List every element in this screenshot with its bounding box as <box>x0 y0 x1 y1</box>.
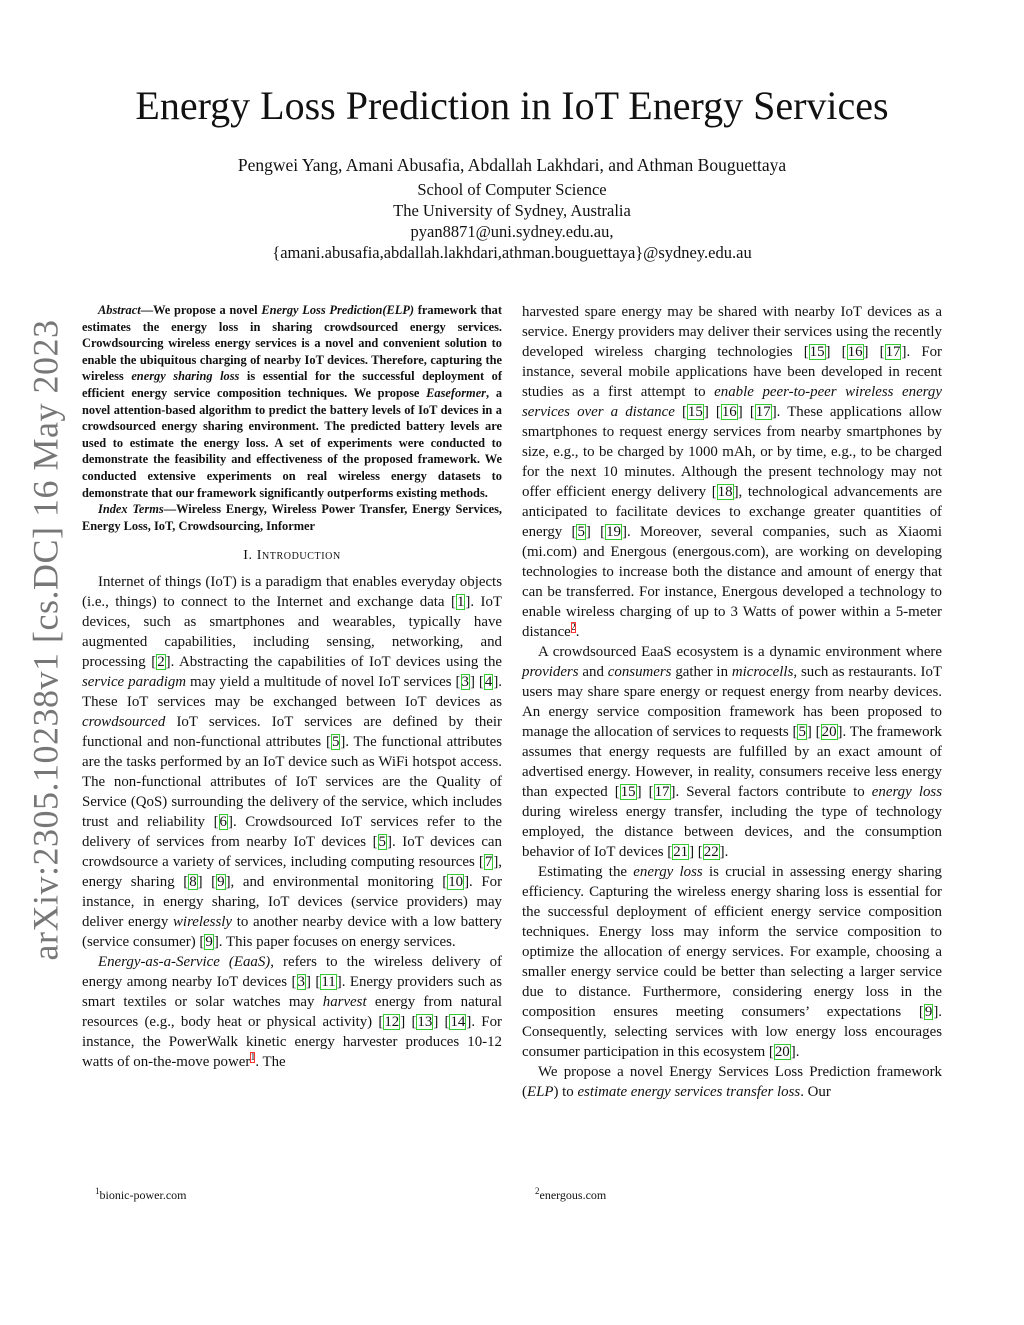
intro-paragraph-1: Internet of things (IoT) is a paradigm that enables everyday objects (i.e., things) to connect to the Internet and exchange data [1]. IoT devices, such as smartphones and wearables, typically have augmented capabilities, including sensing, networking, and processing [2]. Abstracting the capabilities of IoT devices using the service paradigm may yield a multitude of novel IoT services [3] [4]. These IoT services may be exchanged between IoT devices as crowdsourced IoT services. IoT services are defined by their functional and non-functional attributes [5]. The functional attributes are the tasks performed by an IoT device such as WiFi hotspot access. The non-functional attributes of IoT services are the Quality of Service (QoS) surrounding the delivery of the service, which includes trust and reliability [6]. Crowdsourced IoT services refer to the delivery of services from nearby IoT devices [5]. IoT devices can crowdsource a variety of services, including computing resources [7], energy sharing [8] [9], and environmental monitoring [10]. For instance, in energy sharing, IoT devices (service providers) may deliver energy wirelessly to another nearby device with a low battery (service consumer) [9]. This paper focuses on energy services. <box>82 574 503 951</box>
intro-paragraph-4: Estimating the energy loss is crucial in assessing energy sharing efficiency. Capturing the wireless energy sharing loss is essential for the successful deployment of efficient energy service composition techniques. Energy loss may inform the service composition to optimize the allocation of energy services. For example, choosing a smaller energy service could be better than selecting a larger service due to distance. Furthermore, considering energy loss in the composition ensures meeting consumers’ expectations [9]. Consequently, selecting services with low energy loss encourages consumer participation in this ecosystem [20]. <box>522 864 942 1060</box>
citation-link[interactable]: 4 <box>484 674 493 691</box>
citation-link[interactable]: 5 <box>378 834 386 851</box>
citation-link[interactable]: 2 <box>157 654 165 671</box>
author-email-1: pyan8871@uni.sydney.edu.au, <box>410 222 614 241</box>
citation-link[interactable]: 3 <box>297 974 305 991</box>
citation-link[interactable]: 20 <box>774 1044 790 1060</box>
citation-link[interactable]: 16 <box>847 344 863 360</box>
intro-paragraph-2: Energy-as-a-Service (EaaS), refers to the wireless delivery of energy among nearby IoT devices [3] [11]. Energy providers such as smart textiles or solar watches may harvest energy from natural resources (e.g., body heat or physical activity) [12] [13] [14]. For instance, the PowerWalk kinetic energy harvester produces 10-12 watts of on-the-move power$^1$. The <box>82 954 503 1071</box>
citation-link[interactable]: 17 <box>654 784 670 800</box>
citation-link[interactable]: 13 <box>417 1014 433 1031</box>
citation-link[interactable]: 15 <box>620 784 636 800</box>
section-heading: I. Introduction <box>243 548 341 564</box>
index-terms: Index Terms—Wireless Energy, Wireless Power Transfer, Energy Services, Energy Loss, IoT, Crowdsourcing, Informer <box>82 502 502 533</box>
citation-link[interactable]: 5 <box>331 734 340 751</box>
abstract: Abstract—We propose a novel Energy Loss Prediction(ELP) framework that estimates the energy loss in sharing crowdsourced energy services. Crowdsourcing wireless energy services is a novel and convenient solution to enable the ubiquitous charging of nearby IoT devices. Therefore, capturing the wireless energy sharing loss is essential for the successful deployment of efficient energy service composition techniques. We propose Easeformer, a novel attention-based algorithm to predict the battery levels of IoT devices in a crowdsourced energy sharing environment. The predicted battery levels are used to estimate the energy loss. A set of experiments were conducted to demonstrate the feasibility and effectiveness of the proposed framework. We conducted extensive experiments on real wireless energy datasets to demonstrate that our framework significantly outperforms existing methods. <box>82 303 503 500</box>
citation-link[interactable]: 5 <box>577 524 585 540</box>
citation-link[interactable]: 3 <box>461 674 469 691</box>
paper-title: Energy Loss Prediction in IoT Energy Services <box>135 83 889 128</box>
intro-paragraph-2-cont: harvested spare energy may be shared with nearby IoT devices as a service. Energy providers may deliver their services using the recently developed wireless charging technologies [15] [16] [17]. For instance, several mobile applications have been developed in recent studies as a first attempt to enable peer-to-peer wireless energy services over a distance [15] [16] [17]. These applications allow smartphones to request energy services from nearby smartphones by size, e.g., to be charged by 1000 mAh, or by time, e.g., to be charged for the next 10 minutes. Although the present technology may not offer efficient energy delivery [18], technological advancements are anticipated to facilitate devices to exchange greater quantities of energy [5] [19]. Moreover, several companies, such as Xiaomi (mi.com) and Energous (energous.com), are working on developing technologies to increase both the distance and amount of energy that can be transferred. For instance, Energous developed a technology to enable wireless charging of up to 3 Watts of power within a 5-meter distance$^2$. <box>522 304 943 640</box>
citation-link[interactable]: 9 <box>217 874 225 891</box>
index-terms-label: Index Terms <box>98 502 164 517</box>
citation-link[interactable]: 15 <box>809 344 825 360</box>
arxiv-stamp-text: arXiv:2305.10238v1 [cs.DC] 16 May 2023 <box>25 319 65 961</box>
citation-link[interactable]: 9 <box>924 1004 933 1020</box>
citation-link[interactable]: 16 <box>721 404 737 420</box>
intro-paragraph-5: We propose a novel Energy Services Loss Prediction framework (ELP) to estimate energy services transfer loss. Our <box>522 1064 942 1100</box>
citation-link[interactable]: 8 <box>189 874 197 891</box>
citation-link[interactable]: 5 <box>798 724 806 740</box>
footnote-1: $^1$bionic-power.com <box>95 1186 187 1202</box>
footnote-link[interactable]: 2 <box>570 622 576 634</box>
citation-link[interactable]: 19 <box>606 524 621 540</box>
citation-link[interactable]: 10 <box>448 874 464 891</box>
citation-link[interactable]: 17 <box>755 404 771 420</box>
citation-link[interactable]: 20 <box>821 724 837 740</box>
author-block <box>0 155 1024 263</box>
footnote-2: $^2$energous.com <box>535 1186 607 1202</box>
citation-link[interactable]: 15 <box>687 404 703 420</box>
footnote-link[interactable]: 1 <box>250 1052 256 1064</box>
citation-link[interactable]: 21 <box>673 844 689 860</box>
affiliation-university: The University of Sydney, Australia <box>393 201 631 220</box>
intro-paragraph-3: A crowdsourced EaaS ecosystem is a dynamic environment where providers and consumers gather in microcells, such as restaurants. IoT users may share spare energy or request energy from nearby devices. An energy service composition framework has been proposed to manage the allocation of services to requests [5] [20]. The framework assumes that energy requests are fulfilled by an exact amount of advertised energy. However, in reality, consumers receive less energy than expected [15] [17]. Several factors contribute to energy loss during wireless energy transfer, including the type of technology employed, the distance between devices, and the consumption behavior of IoT devices [21] [22]. <box>522 644 943 860</box>
right-column <box>522 302 942 1102</box>
citation-link[interactable]: 22 <box>703 844 719 860</box>
affiliation-school: School of Computer Science <box>417 180 607 199</box>
citation-link[interactable]: 14 <box>450 1014 466 1031</box>
citation-link[interactable]: 17 <box>885 344 901 360</box>
author-names: Pengwei Yang, Amani Abusafia, Abdallah Lakhdari, and Athman Bouguettaya <box>237 155 787 175</box>
citation-link[interactable]: 12 <box>384 1014 400 1031</box>
citation-link[interactable]: 9 <box>205 934 213 951</box>
arxiv-stamp <box>20 319 70 961</box>
citation-link[interactable]: 18 <box>717 484 733 500</box>
citation-link[interactable]: 1 <box>456 594 465 611</box>
abstract-label: Abstract <box>98 303 141 317</box>
citation-link[interactable]: 7 <box>484 854 493 871</box>
author-email-2: {amani.abusafia,abdallah.lakhdari,athman.bouguettaya}@sydney.edu.au <box>272 243 752 262</box>
left-column <box>82 302 502 1072</box>
citation-link[interactable]: 6 <box>219 814 227 831</box>
citation-link[interactable]: 11 <box>321 974 336 991</box>
